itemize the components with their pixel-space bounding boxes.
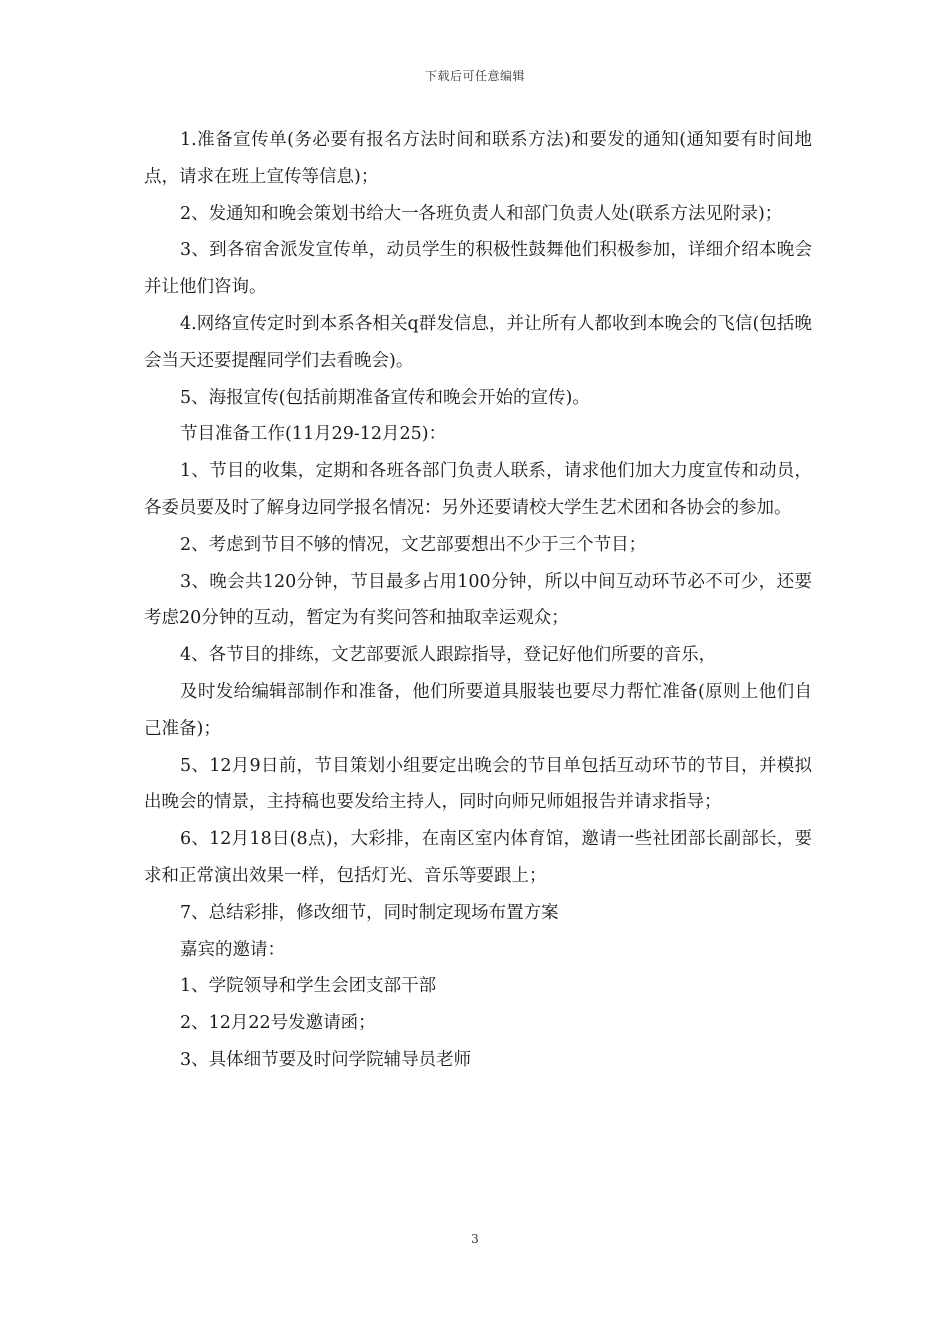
paragraph-5: 5、海报宣传(包括前期准备宣传和晚会开始的宣传)。 — [180, 387, 590, 408]
paragraph-13: 7、总结彩排，修改细节，同时制定现场布置方案 — [180, 902, 559, 923]
paragraph-14: 1、学院领导和学生会团支部干部 — [180, 976, 437, 997]
paragraph-12: 6、12月18日(8点)，大彩排，在南区室内体育馆，邀请一些社团部长副部长，要求和正常演出效果一样，包括灯光、音乐等要跟上； — [144, 829, 812, 886]
paragraph-16: 3、具体细节要及时问学院辅导员老师 — [180, 1049, 472, 1070]
document-body — [144, 122, 812, 1079]
paragraph-8: 3、晚会共120分钟，节目最多占用100分钟，所以中间互动环节必不可少，还要考虑20分钟的互动，暂定为有奖问答和抽取幸运观众； — [144, 571, 812, 629]
paragraph-15: 2、12月22号发邀请函； — [180, 1013, 376, 1034]
section-heading-guests: 嘉宾的邀请： — [180, 939, 285, 960]
page-number: 3 — [471, 1232, 479, 1246]
paragraph-4: 4.网络宣传定时到本系各相关q群发信息，并让所有人都收到本晚会的飞信(包括晚会当天还要提醒同学们去看晚会)。 — [144, 313, 812, 371]
paragraph-1: 1.准备宣传单(务必要有报名方法时间和联系方法)和要发的通知(通知要有时间地点，请求在班上宣传等信息)； — [144, 130, 812, 187]
paragraph-7: 2、考虑到节目不够的情况，文艺部要想出不少于三个节目； — [180, 534, 647, 555]
section-heading-program-prep: 节目准备工作(11月29-12月25)： — [180, 424, 447, 445]
paragraph-3: 3、到各宿舍派发宣传单，动员学生的积极性鼓舞他们积极参加，详细介绍本晚会并让他们咨询。 — [144, 240, 812, 298]
paragraph-9: 4、各节目的排练，文艺部要派人跟踪指导，登记好他们所要的音乐， — [180, 645, 717, 666]
paragraph-6: 1、节目的收集，定期和各班各部门负责人联系，请求他们加大力度宣传和动员，各委员要及时了解身边同学报名情况：另外还要请校大学生艺术团和各协会的参加。 — [144, 461, 812, 518]
page-header: 下载后可任意编辑 — [424, 69, 525, 83]
paragraph-10: 及时发给编辑部制作和准备，他们所要道具服装也要尽力帮忙准备(原则上他们自己准备)； — [144, 681, 812, 739]
paragraph-11: 5、12月9日前，节目策划小组要定出晚会的节目单包括互动环节的节目，并模拟出晚会的情景，主持稿也要发给主持人，同时向师兄师姐报告并请求指导； — [144, 755, 812, 813]
paragraph-2: 2、发通知和晚会策划书给大一各班负责人和部门负责人处(联系方法见附录)； — [180, 203, 783, 224]
